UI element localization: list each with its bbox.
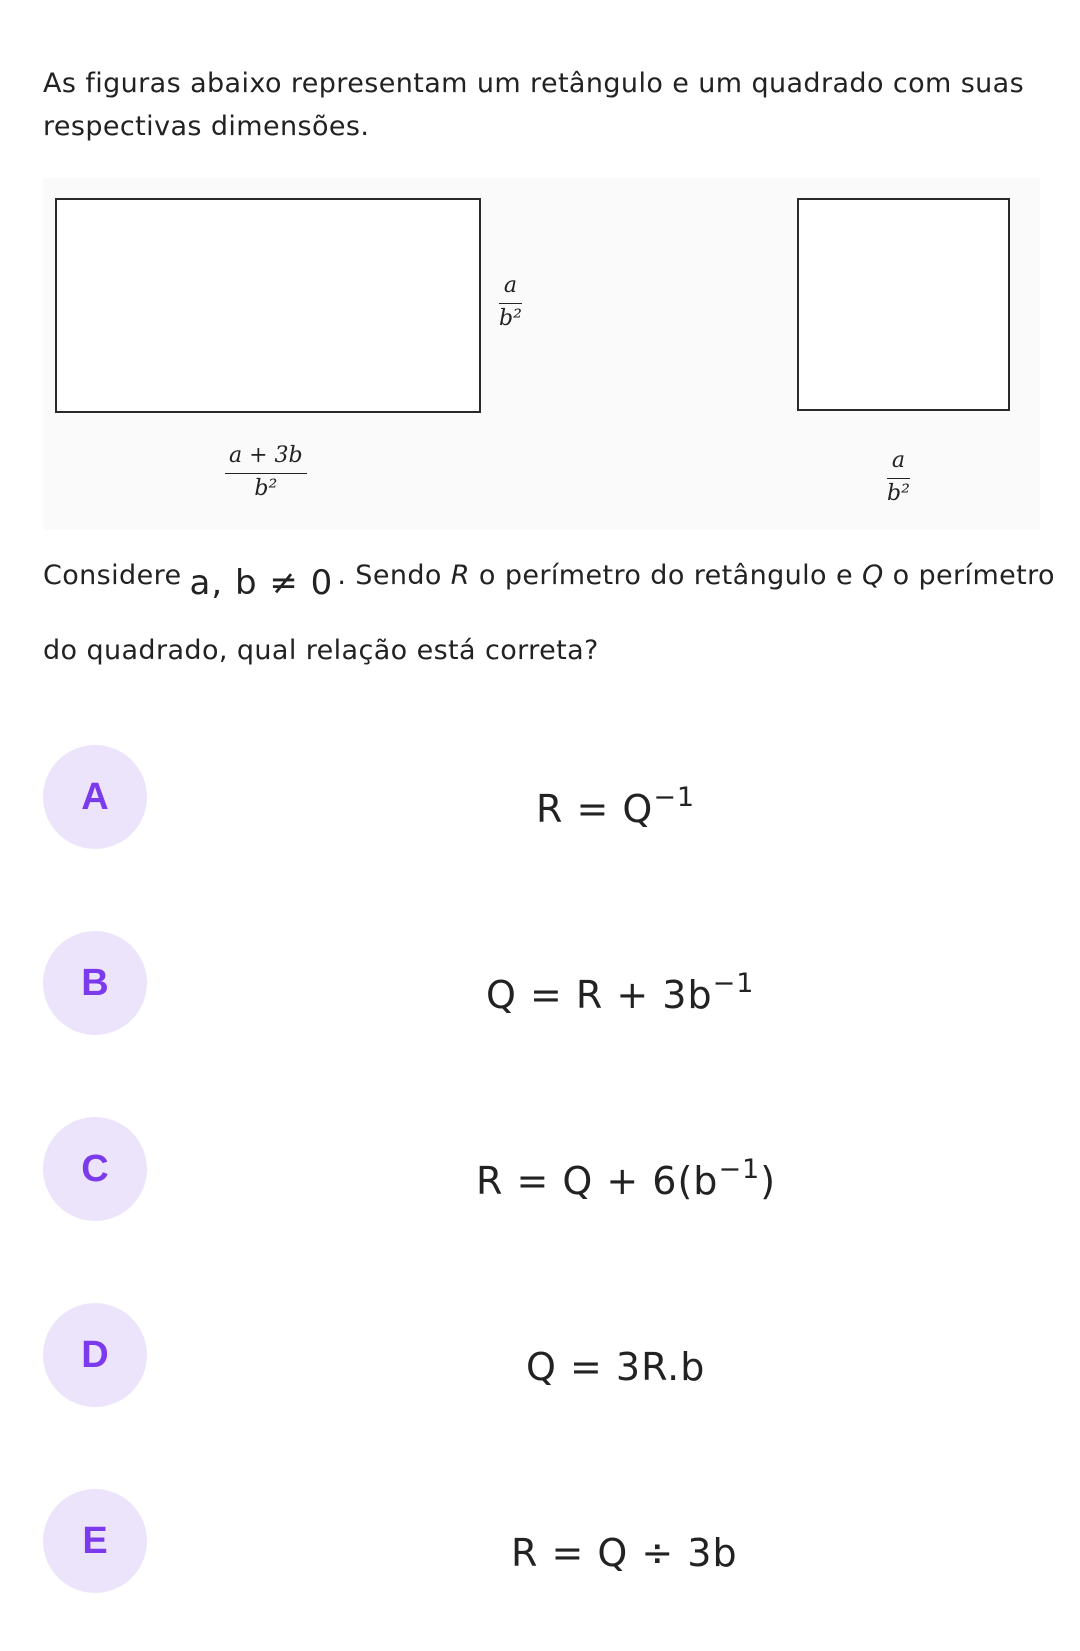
question-mid-2: o perímetro	[883, 560, 1055, 591]
square-side-numerator: a	[887, 448, 910, 479]
square-figure	[797, 198, 1010, 411]
formula-superscript: −1	[653, 782, 696, 813]
formula-superscript: −1	[718, 1154, 761, 1185]
rectangle-width-numerator: a + 3b	[225, 443, 307, 474]
option-formula	[486, 968, 755, 1017]
question-line-1	[43, 560, 1055, 603]
formula-main: Q = R + 3b	[486, 973, 713, 1017]
question-var-q: Q	[861, 560, 884, 591]
intro-text: As figuras abaixo representam um retângulo e um quadrado com suas respectivas dimensões.	[43, 68, 1025, 142]
question-line-2: do quadrado, qual relação está correta?	[43, 635, 599, 666]
option-letter-badge[interactable]: C	[43, 1117, 147, 1221]
option-b[interactable]	[43, 931, 1043, 1035]
formula-main: R = Q + 6(b	[476, 1159, 719, 1203]
option-formula	[526, 1345, 705, 1389]
formula-main: R = Q ÷ 3b	[511, 1531, 738, 1575]
option-e[interactable]	[43, 1489, 1043, 1593]
option-formula	[511, 1531, 738, 1575]
option-formula	[536, 782, 696, 831]
formula-main: R = Q	[536, 787, 654, 831]
formula-superscript: −1	[712, 968, 755, 999]
option-letter-badge[interactable]: A	[43, 745, 147, 849]
formula-tail: )	[760, 1159, 777, 1203]
rectangle-width-denominator: b²	[254, 476, 278, 501]
figure-panel	[43, 178, 1040, 530]
square-side-label	[887, 448, 910, 507]
question-lead: Considere	[43, 560, 182, 591]
rectangle-width-label	[225, 443, 307, 502]
option-c[interactable]	[43, 1117, 1043, 1221]
rectangle-height-numerator: a	[499, 273, 522, 304]
question-mid-1: o perímetro do retângulo e	[469, 560, 862, 591]
rectangle-height-label	[499, 273, 522, 332]
question-var-r: R	[450, 560, 470, 591]
option-formula	[476, 1154, 777, 1203]
option-d[interactable]	[43, 1303, 1043, 1407]
rectangle-figure	[55, 198, 481, 413]
option-letter-badge[interactable]: B	[43, 931, 147, 1035]
option-letter-badge[interactable]: D	[43, 1303, 147, 1407]
question-condition: a, b ≠ 0	[189, 563, 334, 603]
rectangle-height-denominator: b²	[499, 306, 522, 331]
option-a[interactable]	[43, 745, 1043, 849]
square-side-denominator: b²	[887, 481, 910, 506]
formula-main: Q = 3R.b	[526, 1345, 706, 1389]
option-letter-badge[interactable]: E	[43, 1489, 147, 1593]
question-tail-start: . Sendo	[337, 560, 451, 591]
